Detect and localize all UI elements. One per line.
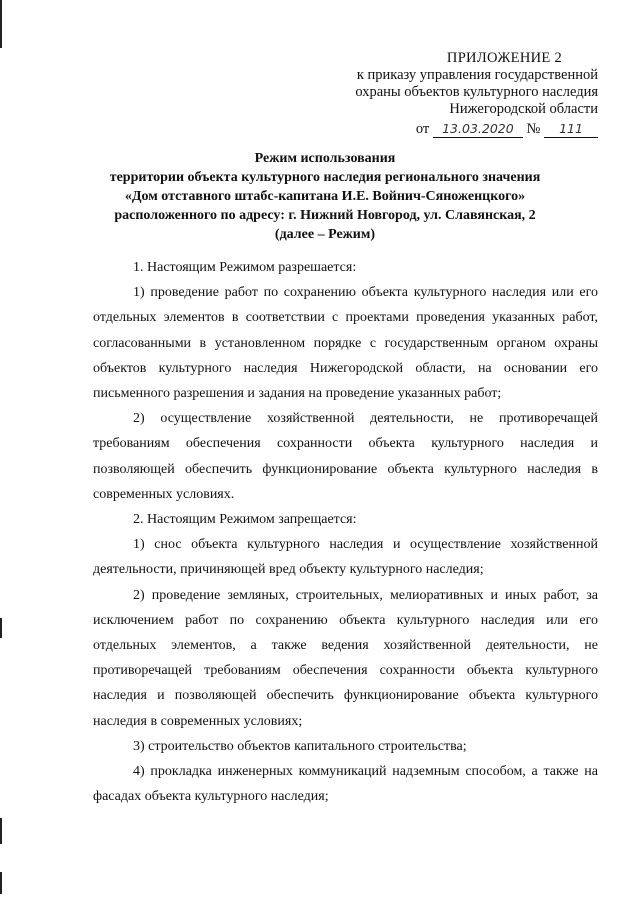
list-item: 1) проведение работ по сохранению объекта культурного наследия или его отдельных элементов в соответствии с проектами проведения указанных работ, согласованными в установленном порядке с государственным органом охраны объектов культурного наследия Нижегородской области, на основании его письменного разрешения и задания на проведение указанных работ; [93, 285, 598, 402]
annex-line: Нижегородской области [449, 101, 598, 117]
number-prefix: № [526, 121, 541, 137]
annex-title: ПРИЛОЖЕНИЕ 2 [446, 50, 562, 66]
heading-line: «Дом отставного штабс-капитана И.Е. Войнич-Сяноженцкого» [124, 189, 526, 204]
heading-line: расположенного по адресу: г. Нижний Новгород, ул. Славянская, 2 [114, 208, 536, 223]
annex-line: к приказу управления государственной [356, 67, 598, 83]
document-body [93, 255, 598, 809]
section-heading: 1. Настоящим Режимом разрешается: [133, 260, 357, 275]
scan-edge-mark [0, 618, 2, 638]
heading-line: территории объекта культурного наследия регионального значения [109, 170, 541, 185]
order-date-number [330, 120, 598, 138]
scan-edge-mark [0, 818, 2, 844]
list-item: 4) прокладка инженерных коммуникаций надземным способом, а также на фасадах объекта культурного наследия; [93, 764, 598, 805]
section-heading: 2. Настоящим Режимом запрещается: [133, 512, 357, 528]
order-number: 111 [544, 120, 598, 138]
annex-block [330, 50, 598, 138]
scan-edge-mark [0, 0, 2, 48]
annex-line: охраны объектов культурного наследия [355, 84, 598, 100]
date-prefix: от [415, 121, 430, 137]
list-item: 3) строительство объектов капитального строительства; [133, 738, 467, 754]
scan-edge-mark [0, 872, 2, 894]
heading-line: Режим использования [254, 151, 396, 166]
list-item: 2) осуществление хозяйственной деятельности, не противоречащей требованиям обеспечения сохранности объекта культурного наследия и позволяющей обеспечить функционирование объекта культурного наследия в современных условиях. [93, 411, 598, 502]
order-date: 13.03.2020 [433, 120, 523, 138]
list-item: 2) проведение земляных, строительных, мелиоративных и иных работ, за исключением работ по сохранению объекта культурного наследия или его отдельных элементов, а также ведения хозяйственной деятельности, не противоречащей требованиям обеспечения сохранности объекта культурного наследия и позволяющей обеспечить функционирование объекта культурного наследия в современных условиях; [93, 587, 598, 729]
document-heading [60, 149, 590, 244]
heading-line: (далее – Режим) [274, 227, 376, 242]
list-item: 1) снос объекта культурного наследия и осуществление хозяйственной деятельности, причиняющей вред объекту культурного наследия; [93, 537, 598, 578]
